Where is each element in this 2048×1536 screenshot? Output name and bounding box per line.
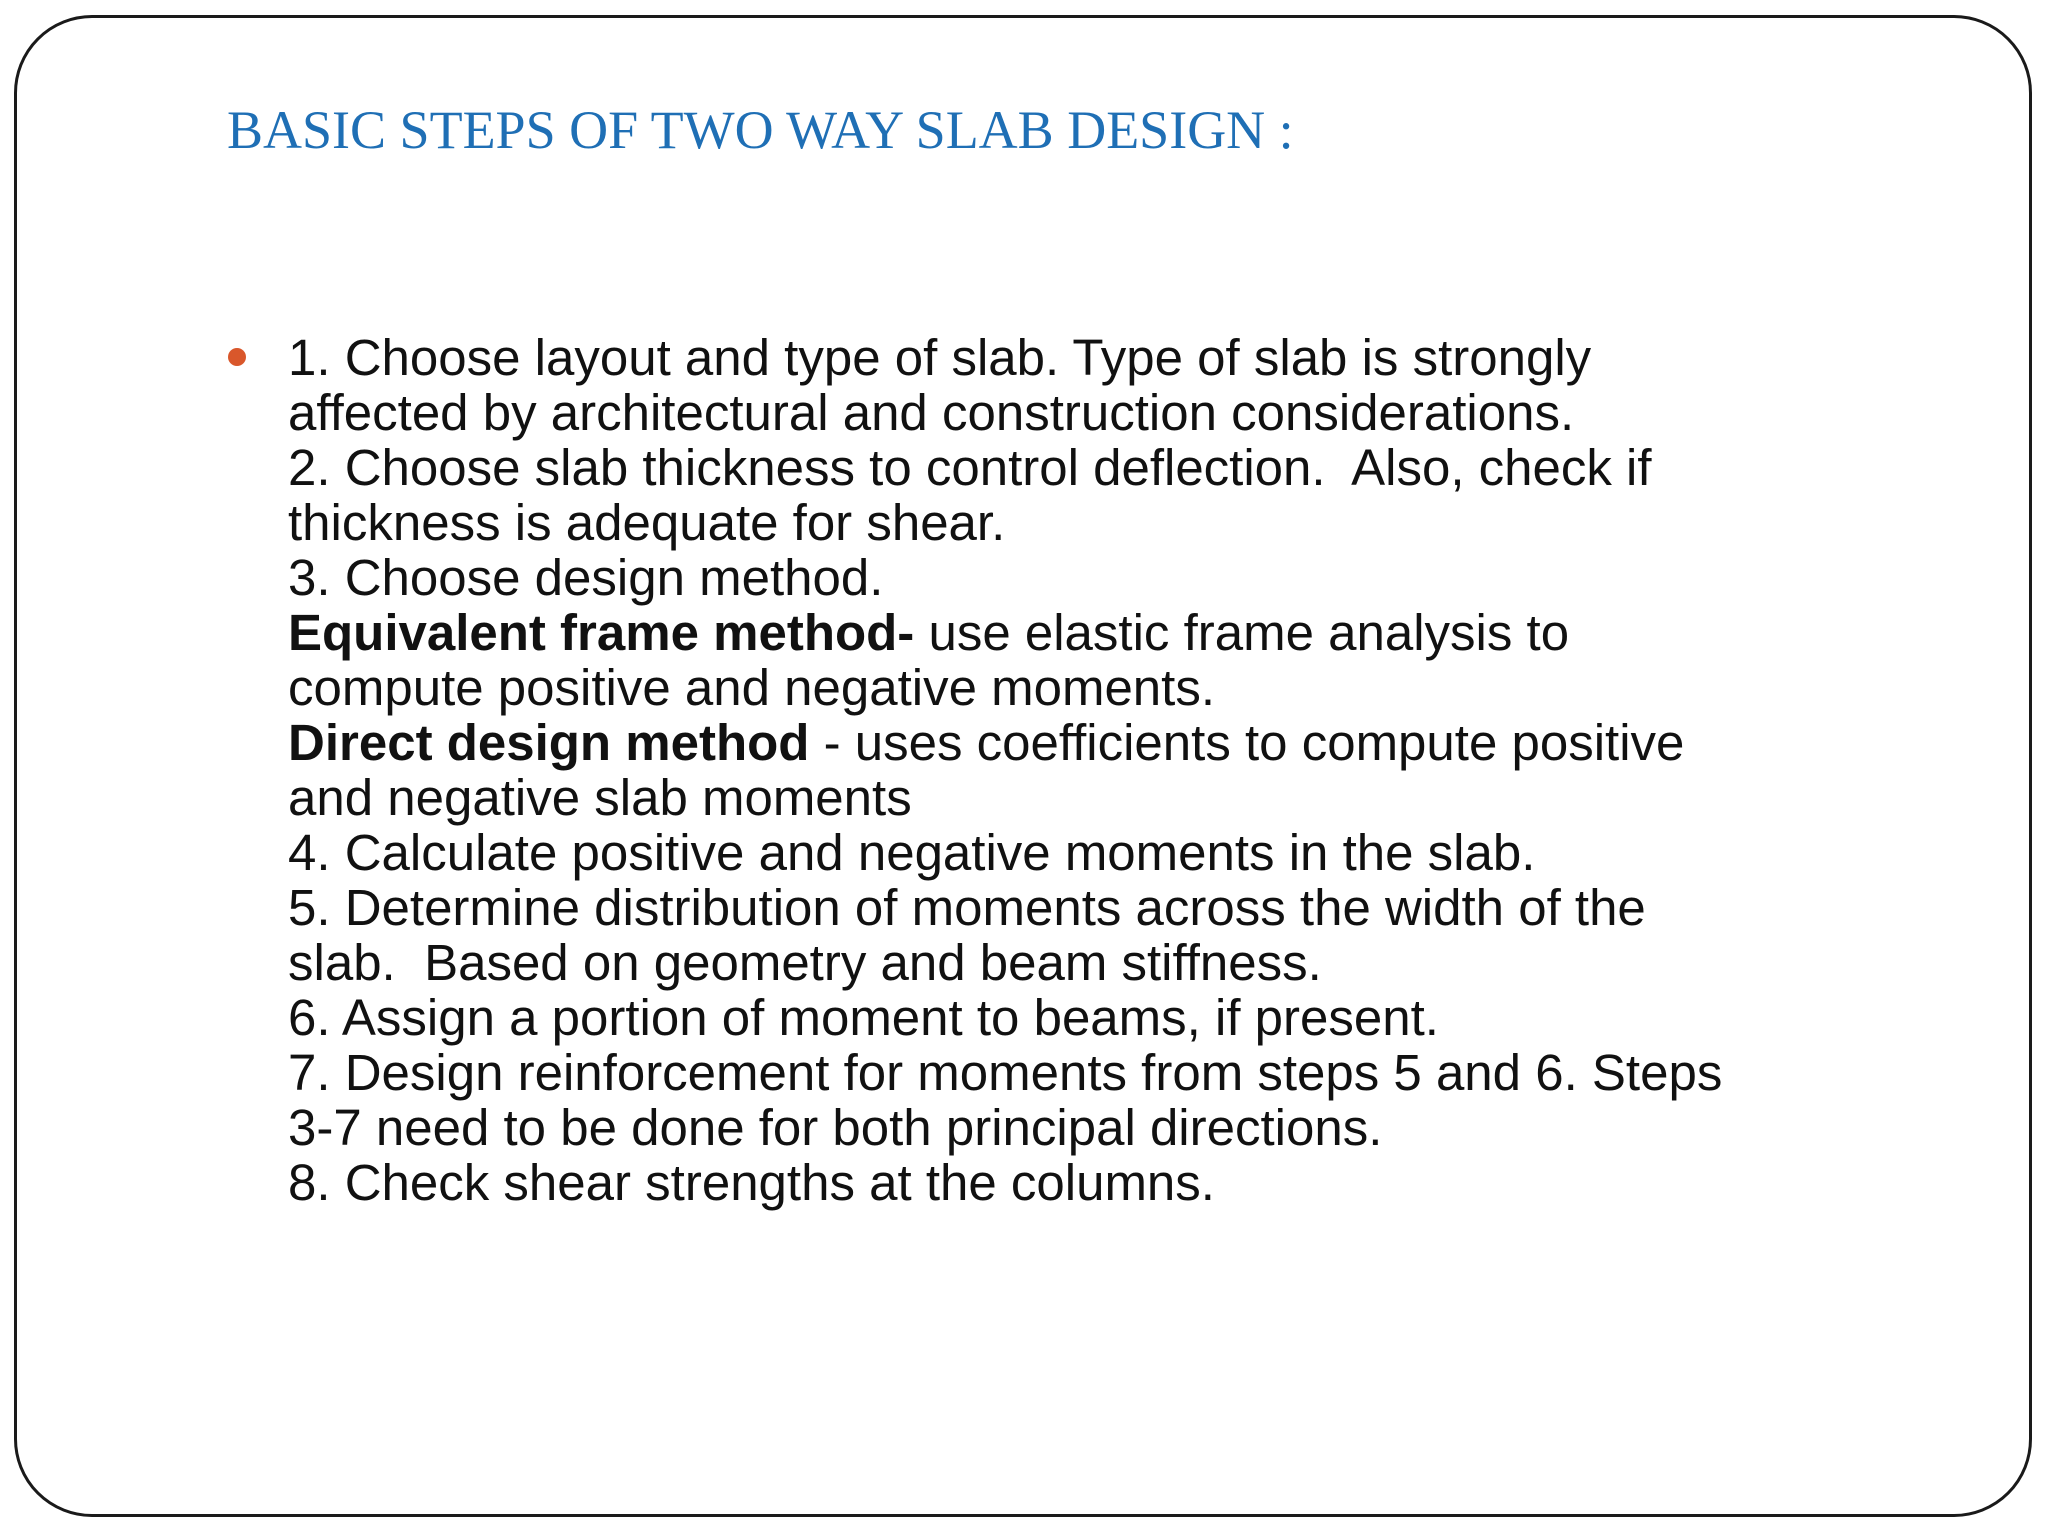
direct-design-term: Direct design method	[288, 714, 810, 771]
step-5-line-2: slab. Based on geometry and beam stiffness.	[288, 934, 1322, 991]
bullet-dot-icon	[228, 348, 246, 366]
step-1-line-1: 1. Choose layout and type of slab. Type of slab is strongly	[288, 329, 1592, 386]
step-6-line: 6. Assign a portion of moment to beams, if present.	[288, 989, 1439, 1046]
step-5-line-1: 5. Determine distribution of moments across the width of the	[288, 879, 1646, 936]
step-8-line: 8. Check shear strengths at the columns.	[288, 1154, 1215, 1211]
slide-title: BASIC STEPS OF TWO WAY SLAB DESIGN :	[227, 100, 1294, 160]
step-7-line-1: 7. Design reinforcement for moments from steps 5 and 6. Steps	[288, 1044, 1723, 1101]
equivalent-frame-line-2: compute positive and negative moments.	[288, 659, 1216, 716]
step-3-line: 3. Choose design method.	[288, 549, 884, 606]
step-2-line-2: thickness is adequate for shear.	[288, 494, 1006, 551]
step-2-line-1: 2. Choose slab thickness to control deflection. Also, check if	[288, 439, 1652, 496]
step-7-line-2: 3-7 need to be done for both principal directions.	[288, 1099, 1383, 1156]
direct-design-line-2: and negative slab moments	[288, 769, 912, 826]
direct-design-desc: - uses coefficients to compute positive	[809, 714, 1685, 771]
equivalent-frame-desc: use elastic frame analysis to	[914, 604, 1570, 661]
steps-list	[288, 330, 1988, 1210]
step-1-line-2: affected by architectural and construction considerations.	[288, 384, 1575, 441]
equivalent-frame-term: Equivalent frame method-	[288, 604, 915, 661]
equivalent-frame-line	[288, 605, 1988, 660]
step-4-line: 4. Calculate positive and negative moments in the slab.	[288, 824, 1536, 881]
direct-design-line	[288, 715, 1988, 770]
